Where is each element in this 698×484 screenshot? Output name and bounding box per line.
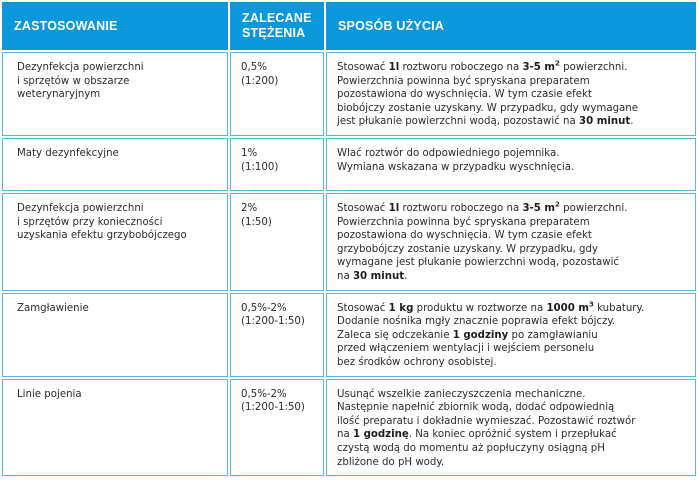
cell-method-line — [337, 229, 689, 243]
cell-method-line — [337, 356, 689, 370]
table-row — [2, 52, 696, 136]
cell-use-line: i sprzętów w obszarze — [17, 75, 130, 87]
table-row — [2, 138, 696, 191]
method-text: Zaleca się odczekanie — [337, 329, 453, 341]
cell-method-line — [337, 270, 689, 284]
cell-use — [2, 293, 228, 377]
emphasis-text: 1l — [388, 203, 400, 214]
emphasis-text: 2 — [555, 200, 560, 209]
cell-use-line: i sprzętów przy konieczności — [17, 216, 163, 228]
method-text: Usunąć wszelkie zanieczyszczenia mechaniczne. — [337, 388, 586, 400]
cell-use — [2, 379, 228, 477]
method-text: ilość preparatu i dokładnie wymieszać. Pozostawić roztwór — [337, 415, 636, 427]
cell-concentration-line: 0,5% — [241, 62, 267, 73]
cell-concentration-line: (1:100) — [241, 161, 279, 173]
cell-method — [326, 379, 696, 477]
cell-use-line: Linie pojenia — [17, 388, 82, 400]
cell-concentration-line: (1:50) — [241, 216, 272, 228]
method-text: Powierzchnia powinna być spryskana preparatem — [337, 75, 590, 87]
cell-method — [326, 52, 696, 136]
cell-method-line — [337, 342, 689, 356]
cell-concentration — [230, 138, 324, 191]
cell-concentration-line: (1:200-1:50) — [241, 402, 305, 414]
method-text: wymagane jest płukanie powierzchni wodą, pozostawić — [337, 257, 620, 269]
cell-method-line — [337, 401, 689, 415]
cell-concentration-line: 1% — [241, 148, 258, 159]
cell-method-line — [337, 456, 689, 470]
method-text: Powierzchnia powinna być spryskana preparatem — [337, 216, 590, 228]
cell-use-line: Maty dezynfekcyjne — [17, 148, 119, 159]
header-concentration-line1: ZALECANE — [242, 11, 312, 25]
emphasis-text: 3-5 m — [522, 62, 556, 73]
table-row — [2, 379, 696, 477]
method-text: produktu w roztworze na — [413, 302, 547, 314]
method-text: roztworu roboczego na — [399, 203, 523, 214]
method-text: pozostawiona do wyschnięcia. W tym czasie efekt — [337, 89, 592, 101]
cell-method-line — [337, 388, 689, 402]
header-use — [2, 2, 228, 50]
method-text: biobójczy zostanie uzyskany. W przypadku, gdy wymagane — [337, 102, 639, 114]
cell-concentration-line: (1:200-1:50) — [241, 316, 305, 328]
method-text: Stosować — [337, 62, 389, 73]
table-body — [2, 52, 696, 476]
cell-use — [2, 193, 228, 291]
cell-method-line — [337, 147, 689, 161]
cell-method-line — [337, 88, 689, 102]
cell-method-line — [337, 102, 689, 116]
table-row — [2, 293, 696, 377]
emphasis-text: 1 godzinę — [352, 429, 409, 441]
header-method — [326, 2, 696, 50]
cell-method-line — [337, 315, 689, 329]
cell-use-line: Zamgławienie — [17, 302, 89, 314]
method-text: . Na koniec opróżnić system i przepłukać — [408, 429, 617, 441]
cell-use-line: uzyskania efektu grzybobójczego — [17, 230, 187, 242]
cell-concentration — [230, 52, 324, 136]
table-row — [2, 193, 696, 291]
method-text: kubatury. — [593, 302, 645, 314]
cell-concentration — [230, 379, 324, 477]
cell-use — [2, 52, 228, 136]
cell-method — [326, 138, 696, 191]
emphasis-text: 3 — [588, 300, 594, 309]
method-text: powierzchni. — [559, 62, 628, 73]
method-text: bez środków ochrony osobistej. — [337, 356, 497, 368]
cell-use-line: Dezynfekcja powierzchni — [17, 62, 144, 73]
table-header-row — [2, 2, 696, 50]
header-use-label: ZASTOSOWANIE — [14, 18, 118, 33]
cell-method-line — [337, 442, 689, 456]
cell-concentration-line: 0,5%-2% — [241, 388, 287, 400]
cell-method-line — [337, 243, 689, 257]
cell-method-line — [337, 216, 689, 230]
header-concentration — [230, 2, 324, 50]
cell-method-line — [337, 75, 689, 89]
cell-method-line — [337, 415, 689, 429]
method-text: Stosować — [337, 203, 389, 214]
method-text: grzybobójczy zostanie uzyskany. W przypadku, gdy — [337, 243, 599, 255]
method-text: Następnie napełnić zbiornik wodą, dodać odpowiednią — [337, 402, 615, 414]
cell-concentration — [230, 293, 324, 377]
cell-method-line — [337, 302, 689, 316]
emphasis-text: 1l — [388, 62, 400, 73]
cell-method-line — [337, 428, 689, 442]
cell-method-line — [337, 161, 689, 175]
cell-concentration — [230, 193, 324, 291]
cell-method-line — [337, 256, 689, 270]
method-text: jest płukanie powierzchni wodą, pozostawić na — [337, 116, 579, 128]
method-text: . — [630, 116, 634, 128]
cell-use-line: weterynaryjnym — [17, 89, 101, 101]
header-method-label: SPOSÓB UŻYCIA — [338, 18, 445, 33]
emphasis-text: 30 minut — [352, 270, 405, 282]
cell-use — [2, 138, 228, 191]
cell-concentration-line: 2% — [241, 203, 258, 214]
method-text: Stosować — [337, 302, 389, 314]
method-text: roztworu roboczego na — [399, 62, 523, 73]
method-text: pozostawiona do wyschnięcia. W tym czasie efekt — [337, 230, 592, 242]
emphasis-text: 1 godziny — [452, 329, 509, 341]
cell-concentration-line: 0,5%-2% — [241, 302, 287, 314]
cell-method-line — [337, 61, 689, 75]
cell-method-line — [337, 202, 689, 216]
emphasis-text: 1000 m — [546, 302, 589, 314]
method-text: . — [404, 270, 408, 282]
cell-method — [326, 293, 696, 377]
cell-use-line: Dezynfekcja powierzchni — [17, 203, 144, 214]
method-text: na — [337, 270, 353, 282]
header-concentration-line2: STĘŻENIA — [242, 26, 306, 40]
emphasis-text: 1 kg — [388, 302, 414, 314]
cell-method — [326, 193, 696, 291]
method-text: po zamgławianiu — [508, 329, 598, 341]
method-text: Wlać roztwór do odpowiedniego pojemnika. — [337, 148, 560, 159]
emphasis-text: 2 — [555, 59, 560, 68]
method-text: na — [337, 429, 353, 441]
cell-concentration-line: (1:200) — [241, 75, 279, 87]
method-text: przed włączeniem wentylacji i wejściem personelu — [337, 343, 595, 355]
method-text: powierzchni. — [559, 203, 628, 214]
cell-method-line — [337, 115, 689, 129]
method-text: zbliżone do pH wody. — [337, 456, 445, 468]
method-text: Wymiana wskazana w przypadku wyschnięcia. — [337, 161, 575, 173]
emphasis-text: 30 minut — [578, 116, 631, 128]
method-text: czystą wodą do momentu aż popłuczyny osiągną pH — [337, 442, 605, 454]
emphasis-text: 3-5 m — [522, 203, 556, 214]
cell-method-line — [337, 329, 689, 343]
method-text: Dodanie nośnika mgły znacznie poprawia efekt bójczy. — [337, 316, 616, 328]
